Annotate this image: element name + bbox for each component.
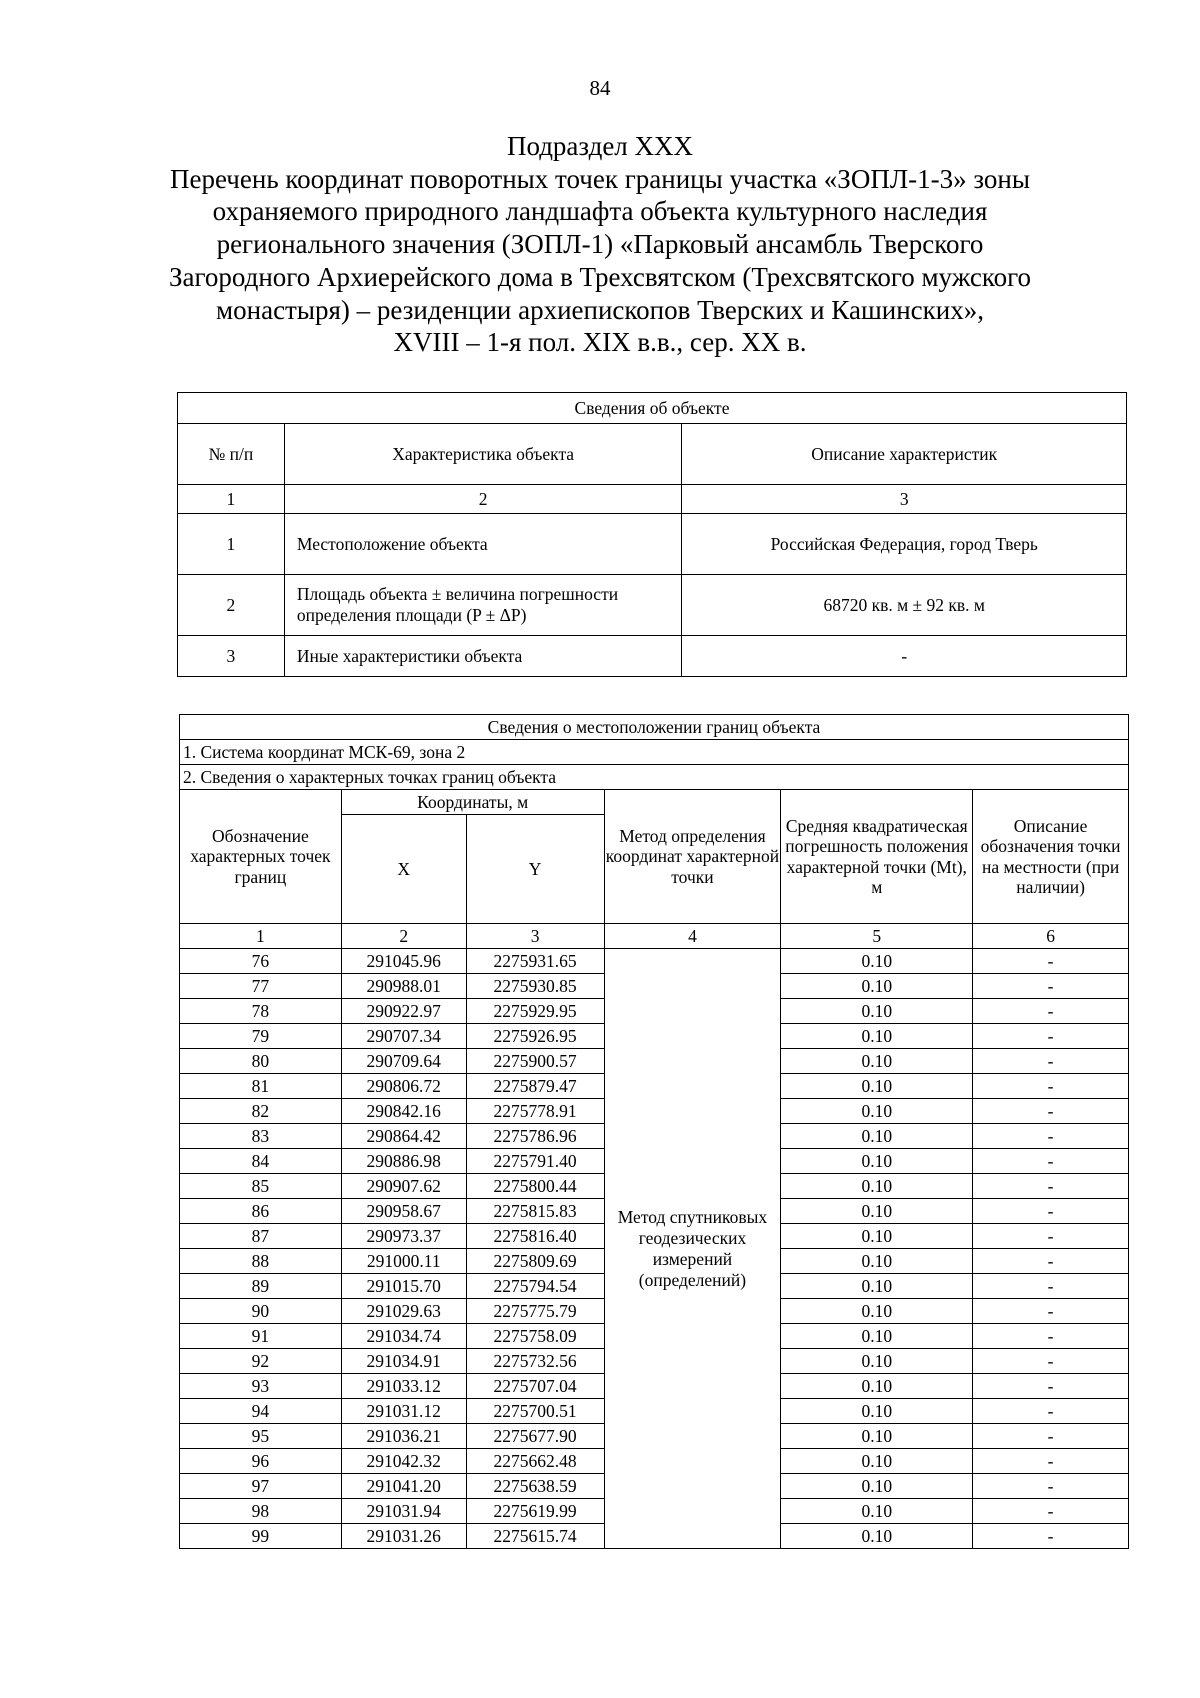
- point-description: -: [973, 1499, 1129, 1524]
- error-mt: 0.10: [781, 1124, 973, 1149]
- coord-y: 2275619.99: [466, 1499, 604, 1524]
- coord-x: 291034.91: [341, 1349, 466, 1374]
- point-description: -: [973, 1199, 1129, 1224]
- point-id: 83: [180, 1124, 342, 1149]
- header-coordinates: Координаты, м: [341, 790, 604, 815]
- header-num: № п/п: [178, 424, 285, 485]
- coord-y: 2275758.09: [466, 1324, 604, 1349]
- coord-x: 291041.20: [341, 1474, 466, 1499]
- point-description: -: [973, 1099, 1129, 1124]
- point-description: -: [973, 1349, 1129, 1374]
- points-section-title: 2. Сведения о характерных точках границ объекта: [180, 765, 1129, 790]
- coord-x: 290973.37: [341, 1224, 466, 1249]
- method-cell: Метод спутниковых геодезических измерений (определений): [604, 949, 781, 1549]
- coordinate-rows: [180, 949, 1129, 1549]
- error-mt: 0.10: [781, 1499, 973, 1524]
- col-number: 6: [973, 924, 1129, 949]
- coord-x: 290958.67: [341, 1199, 466, 1224]
- row-num: 1: [178, 514, 285, 575]
- coord-y: 2275638.59: [466, 1474, 604, 1499]
- row-characteristic: Местоположение объекта: [284, 514, 682, 575]
- title-line: охраняемого природного ландшафта объекта культурного наследия: [212, 196, 988, 227]
- table-row: [180, 949, 1129, 974]
- point-id: 95: [180, 1424, 342, 1449]
- coord-y: 2275794.54: [466, 1274, 604, 1299]
- point-description: -: [973, 1299, 1129, 1324]
- col-number: 2: [284, 485, 682, 514]
- coord-x: 291034.74: [341, 1324, 466, 1349]
- error-mt: 0.10: [781, 999, 973, 1024]
- error-mt: 0.10: [781, 1149, 973, 1174]
- coord-x: 291031.26: [341, 1524, 466, 1549]
- header-method: Метод определения координат характерной точки: [604, 790, 781, 924]
- coord-x: 291045.96: [341, 949, 466, 974]
- point-id: 91: [180, 1324, 342, 1349]
- coord-y: 2275778.91: [466, 1099, 604, 1124]
- row-description: Российская Федерация, город Тверь: [682, 514, 1127, 575]
- point-id: 93: [180, 1374, 342, 1399]
- header-characteristic: Характеристика объекта: [284, 424, 682, 485]
- error-mt: 0.10: [781, 1374, 973, 1399]
- point-description: -: [973, 1049, 1129, 1074]
- point-id: 81: [180, 1074, 342, 1099]
- error-mt: 0.10: [781, 1224, 973, 1249]
- point-id: 94: [180, 1399, 342, 1424]
- error-mt: 0.10: [781, 949, 973, 974]
- point-description: -: [973, 1174, 1129, 1199]
- title-line: монастыря) – резиденции архиепископов Тверских и Кашинских»,: [216, 294, 984, 325]
- error-mt: 0.10: [781, 1299, 973, 1324]
- title-line: Перечень координат поворотных точек границы участка «ЗОПЛ-1-3» зоны: [170, 163, 1030, 194]
- point-description: -: [973, 1374, 1129, 1399]
- point-description: -: [973, 949, 1129, 974]
- coord-x: 291015.70: [341, 1274, 466, 1299]
- coord-y: 2275930.85: [466, 974, 604, 999]
- coord-y: 2275879.47: [466, 1074, 604, 1099]
- row-characteristic: Площадь объекта ± величина погрешности определения площади (P ± ΔP): [284, 575, 682, 636]
- error-mt: 0.10: [781, 1199, 973, 1224]
- error-mt: 0.10: [781, 1274, 973, 1299]
- point-id: 78: [180, 999, 342, 1024]
- col-number: 3: [682, 485, 1127, 514]
- coord-x: 291029.63: [341, 1299, 466, 1324]
- title-line: регионального значения (ЗОПЛ-1) «Парковый ансамбль Тверского: [216, 229, 984, 260]
- error-mt: 0.10: [781, 1474, 973, 1499]
- object-info-table: [177, 392, 1127, 677]
- point-id: 79: [180, 1024, 342, 1049]
- point-id: 88: [180, 1249, 342, 1274]
- col-number: 4: [604, 924, 781, 949]
- point-id: 87: [180, 1224, 342, 1249]
- coord-x: 290864.42: [341, 1124, 466, 1149]
- coord-x: 290988.01: [341, 974, 466, 999]
- coord-y: 2275700.51: [466, 1399, 604, 1424]
- coord-y: 2275800.44: [466, 1174, 604, 1199]
- error-mt: 0.10: [781, 1349, 973, 1374]
- error-mt: 0.10: [781, 1049, 973, 1074]
- coordinate-system: 1. Система координат МСК-69, зона 2: [180, 740, 1129, 765]
- document-heading: [150, 130, 1050, 359]
- col-number: 1: [180, 924, 342, 949]
- header-y: Y: [466, 815, 604, 924]
- point-description: -: [973, 1449, 1129, 1474]
- point-id: 92: [180, 1349, 342, 1374]
- coord-y: 2275815.83: [466, 1199, 604, 1224]
- coord-y: 2275732.56: [466, 1349, 604, 1374]
- coord-y: 2275929.95: [466, 999, 604, 1024]
- coord-x: 290707.34: [341, 1024, 466, 1049]
- error-mt: 0.10: [781, 1249, 973, 1274]
- coord-y: 2275791.40: [466, 1149, 604, 1174]
- object-table-title: Сведения об объекте: [178, 393, 1127, 424]
- point-description: -: [973, 1149, 1129, 1174]
- point-description: -: [973, 1124, 1129, 1149]
- point-id: 89: [180, 1274, 342, 1299]
- error-mt: 0.10: [781, 1024, 973, 1049]
- error-mt: 0.10: [781, 1424, 973, 1449]
- coord-x: 290907.62: [341, 1174, 466, 1199]
- row-description: 68720 кв. м ± 92 кв. м: [682, 575, 1127, 636]
- point-id: 99: [180, 1524, 342, 1549]
- error-mt: 0.10: [781, 1324, 973, 1349]
- point-description: -: [973, 1324, 1129, 1349]
- row-characteristic: Иные характеристики объекта: [284, 636, 682, 677]
- coord-y: 2275926.95: [466, 1024, 604, 1049]
- point-description: -: [973, 1249, 1129, 1274]
- header-x: X: [341, 815, 466, 924]
- title-line: XVIII – 1-я пол. XIX в.в., сер. XX в.: [393, 327, 807, 358]
- error-mt: 0.10: [781, 1174, 973, 1199]
- point-id: 85: [180, 1174, 342, 1199]
- point-id: 82: [180, 1099, 342, 1124]
- col-number: 5: [781, 924, 973, 949]
- error-mt: 0.10: [781, 974, 973, 999]
- error-mt: 0.10: [781, 1524, 973, 1549]
- coord-x: 291031.94: [341, 1499, 466, 1524]
- coord-y: 2275707.04: [466, 1374, 604, 1399]
- point-id: 96: [180, 1449, 342, 1474]
- col-number: 1: [178, 485, 285, 514]
- point-description: -: [973, 999, 1129, 1024]
- point-id: 90: [180, 1299, 342, 1324]
- title-line: Загородного Архиерейского дома в Трехсвятском (Трехсвятского мужского: [168, 261, 1031, 292]
- error-mt: 0.10: [781, 1074, 973, 1099]
- header-description: Описание характеристик: [682, 424, 1127, 485]
- coord-x: 290886.98: [341, 1149, 466, 1174]
- coord-y: 2275900.57: [466, 1049, 604, 1074]
- point-id: 98: [180, 1499, 342, 1524]
- coord-x: 291000.11: [341, 1249, 466, 1274]
- point-id: 86: [180, 1199, 342, 1224]
- col-number: 3: [466, 924, 604, 949]
- coord-x: 290806.72: [341, 1074, 466, 1099]
- header-error: Средняя квадратическая погрешность положения характерной точки (Mt), м: [781, 790, 973, 924]
- point-id: 77: [180, 974, 342, 999]
- row-description: -: [682, 636, 1127, 677]
- point-description: -: [973, 1424, 1129, 1449]
- coord-y: 2275816.40: [466, 1224, 604, 1249]
- row-num: 3: [178, 636, 285, 677]
- coord-x: 291031.12: [341, 1399, 466, 1424]
- row-num: 2: [178, 575, 285, 636]
- coordinates-table: [179, 714, 1129, 1549]
- coord-y: 2275809.69: [466, 1249, 604, 1274]
- header-point-id: Обозначение характерных точек границ: [180, 790, 342, 924]
- coord-y: 2275677.90: [466, 1424, 604, 1449]
- coord-table-title: Сведения о местоположении границ объекта: [180, 715, 1129, 740]
- coord-y: 2275662.48: [466, 1449, 604, 1474]
- coord-y: 2275615.74: [466, 1524, 604, 1549]
- subsection-title: Подраздел XXX: [506, 131, 694, 161]
- point-description: -: [973, 1274, 1129, 1299]
- point-description: -: [973, 1074, 1129, 1099]
- coord-x: 291033.12: [341, 1374, 466, 1399]
- point-id: 76: [180, 949, 342, 974]
- point-description: -: [973, 1524, 1129, 1549]
- col-number: 2: [341, 924, 466, 949]
- coord-x: 291036.21: [341, 1424, 466, 1449]
- coord-y: 2275786.96: [466, 1124, 604, 1149]
- error-mt: 0.10: [781, 1399, 973, 1424]
- point-id: 97: [180, 1474, 342, 1499]
- coord-y: 2275775.79: [466, 1299, 604, 1324]
- point-description: -: [973, 1399, 1129, 1424]
- coord-y: 2275931.65: [466, 949, 604, 974]
- point-description: -: [973, 1474, 1129, 1499]
- point-description: -: [973, 1224, 1129, 1249]
- point-description: -: [973, 974, 1129, 999]
- point-id: 80: [180, 1049, 342, 1074]
- coord-x: 290709.64: [341, 1049, 466, 1074]
- coord-x: 290922.97: [341, 999, 466, 1024]
- coord-x: 290842.16: [341, 1099, 466, 1124]
- page-number: 84: [589, 76, 611, 100]
- error-mt: 0.10: [781, 1449, 973, 1474]
- coord-x: 291042.32: [341, 1449, 466, 1474]
- error-mt: 0.10: [781, 1099, 973, 1124]
- point-id: 84: [180, 1149, 342, 1174]
- header-point-description: Описание обозначения точки на местности (при наличии): [973, 790, 1129, 924]
- point-description: -: [973, 1024, 1129, 1049]
